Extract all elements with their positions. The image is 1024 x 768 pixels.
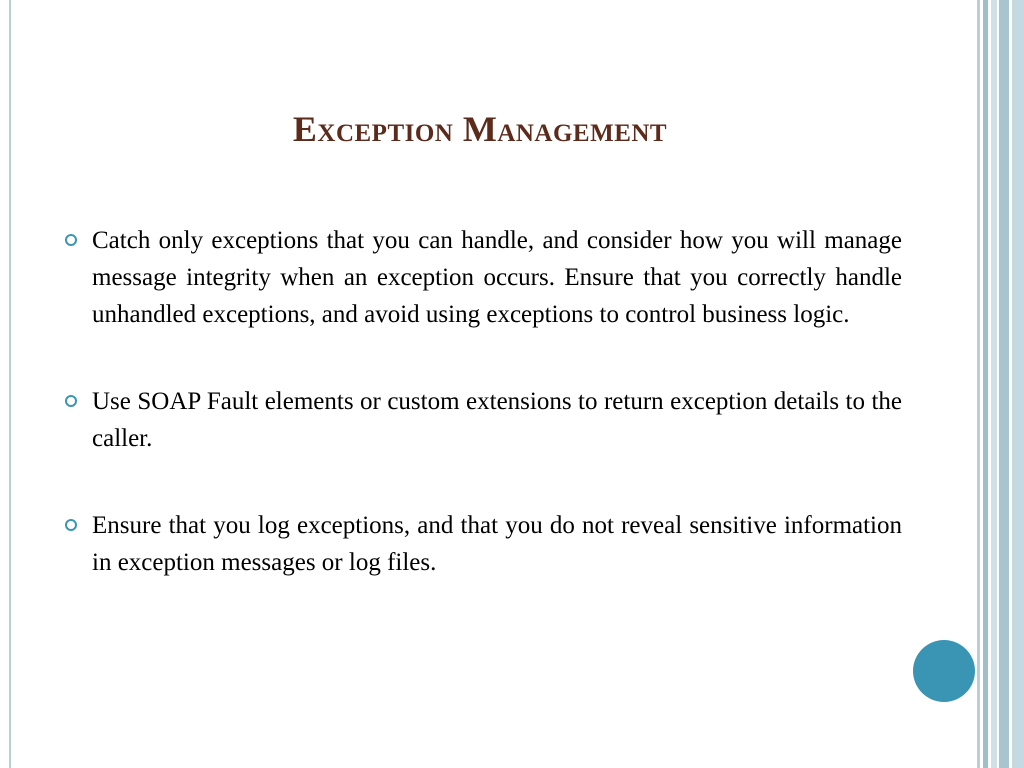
- bullet-text: Ensure that you log exceptions, and that you do not reveal sensitive information in exception messages or log files.: [92, 512, 902, 576]
- right-stripe: [991, 0, 997, 768]
- bullet-list: [64, 222, 902, 631]
- hollow-circle-bullet-icon: [65, 395, 77, 407]
- decorative-circle: [913, 640, 975, 702]
- bullet-item: [64, 507, 902, 581]
- right-stripe: [1012, 0, 1024, 768]
- hollow-circle-bullet-icon: [65, 519, 77, 531]
- hollow-circle-bullet-icon: [65, 234, 77, 246]
- slide-title: Exception Management: [292, 109, 668, 149]
- bullet-text: Use SOAP Fault elements or custom extensions to return exception details to the caller.: [92, 388, 902, 452]
- right-stripe: [999, 0, 1009, 768]
- right-stripe: [983, 0, 988, 768]
- bullet-item: [64, 383, 902, 457]
- bullet-item: [64, 222, 902, 333]
- bullet-text: Catch only exceptions that you can handle, and consider how you will manage message integrity when an exception occurs. Ensure that you correctly handle unhandled exceptions, and avoid using exceptions to control business logic.: [92, 227, 902, 328]
- right-stripe: [977, 0, 980, 768]
